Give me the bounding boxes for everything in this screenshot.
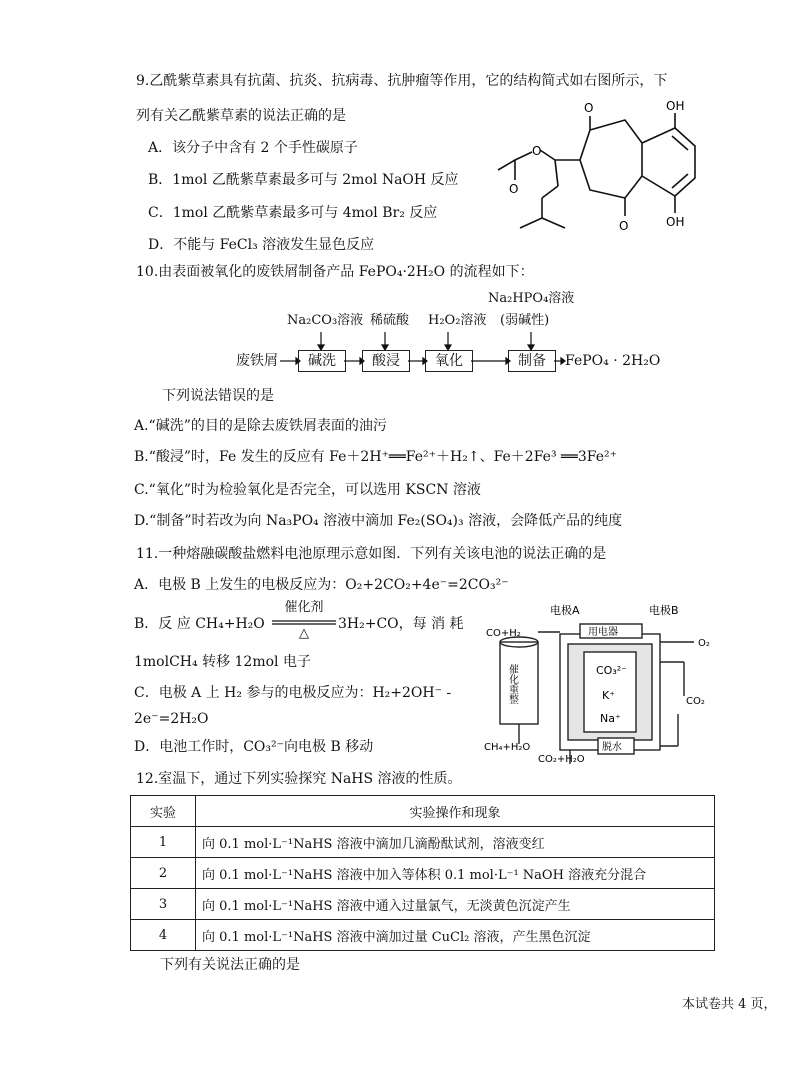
- electrode-b-label: 电极B: [649, 604, 679, 617]
- flow-step-acid-leach: 酸浸: [362, 350, 410, 372]
- ion-co3: CO₃²⁻: [596, 664, 627, 677]
- o-top: O: [584, 101, 594, 115]
- q11-option-c-line2: 2e⁻=2H₂O: [134, 711, 209, 727]
- flow-start: 废铁屑: [236, 353, 278, 369]
- header-operation: 实验操作和现象: [196, 796, 715, 827]
- q10-stem: 10.由表面被氧化的废铁屑制备产品 FePO₄·2H₂O 的流程如下：: [136, 264, 534, 280]
- page-footer: 本试卷共 4 页，: [682, 997, 777, 1012]
- reaction-arrow: [272, 619, 336, 625]
- ch4-h2o-label: CH₄+H₂O: [484, 742, 531, 753]
- catalyst-label: 催化剂: [284, 600, 324, 615]
- table-row: [131, 827, 715, 858]
- electrode-a-label: 电极A: [550, 604, 580, 617]
- oh-bottom: OH: [666, 215, 685, 229]
- q11-option-a: A．电极 B 上发生的电极反应为：O₂+2CO₂+4e⁻=2CO₃²⁻: [134, 577, 509, 593]
- q9-option-c: C．1mol 乙酰紫草素最多可与 4mol Br₂ 反应: [148, 205, 438, 221]
- q12-sub: 下列有关说法正确的是: [160, 957, 300, 973]
- co2-label: CO₂: [686, 696, 705, 707]
- q10-sub: 下列说法错误的是: [162, 388, 274, 404]
- q9-stem-line2: 列有关乙酰紫草素的说法正确的是: [136, 108, 346, 124]
- ion-k: K⁺: [602, 689, 616, 702]
- row-content: 向 0.1 mol·L⁻¹NaHS 溶液中滴加过量 CuCl₂ 溶液，产生黑色沉淀: [196, 920, 715, 951]
- table-row: [131, 889, 715, 920]
- q9-option-d: D．不能与 FeCl₃ 溶液发生显色反应: [148, 237, 375, 253]
- header-experiment: 实验: [131, 796, 196, 827]
- flow-step-prepare: 制备: [508, 350, 556, 372]
- q10-option-d: D.“制备”时若改为向 Na₃PO₄ 溶液中滴加 Fe₂(SO₄)₃ 溶液，会降低产品的纯度: [134, 513, 623, 529]
- row-index: 3: [131, 889, 196, 920]
- table-row: [131, 858, 715, 889]
- dehydrate-label: 脱水: [602, 742, 622, 753]
- q11-option-d: D．电池工作时，CO₃²⁻向电极 B 移动: [134, 739, 374, 755]
- row-content: 向 0.1 mol·L⁻¹NaHS 溶液中滴加几滴酚酞试剂，溶液变红: [196, 827, 715, 858]
- q9-option-a: A．该分子中含有 2 个手性碳原子: [148, 140, 358, 156]
- o2-label: O₂: [698, 638, 710, 649]
- q11-option-b-pre: B．反 应 CH₄+H₂O: [134, 616, 265, 632]
- ion-na: Na⁺: [600, 712, 621, 725]
- q12-stem: 12.室温下，通过下列实验探究 NaHS 溶液的性质。: [136, 771, 462, 787]
- o-carbonyl: O: [509, 182, 519, 196]
- table-row: [131, 920, 715, 951]
- flow-step-alkali-wash: 碱洗: [298, 350, 346, 372]
- row-content: 向 0.1 mol·L⁻¹NaHS 溶液中加入等体积 0.1 mol·L⁻¹ NaOH 溶液充分混合: [196, 858, 715, 889]
- o-bottom: O: [619, 219, 629, 233]
- flow-product: FePO₄ · 2H₂O: [565, 353, 661, 369]
- q9-option-b: B．1mol 乙酰紫草素最多可与 2mol NaOH 反应: [148, 172, 459, 188]
- fuel-cell-diagram: [484, 604, 720, 766]
- q10-option-b: B.“酸浸”时，Fe 发生的反应有 Fe＋2H⁺══Fe²⁺＋H₂↑、Fe＋2Fe³ ══3Fe²⁺: [134, 449, 618, 465]
- load-label: 用电器: [588, 627, 618, 638]
- q10-option-c: C.“氧化”时为检验氧化是否完全，可以选用 KSCN 溶液: [134, 482, 481, 498]
- o-ester: O: [532, 144, 542, 158]
- row-index: 4: [131, 920, 196, 951]
- q9-stem-line1: 9.乙酰紫草素具有抗菌、抗炎、抗病毒、抗肿瘤等作用，它的结构简式如右图所示，下: [136, 73, 668, 89]
- q10-option-a: A.“碱洗”的目的是除去废铁屑表面的油污: [134, 418, 387, 434]
- reagent-h2o2: H₂O₂溶液: [428, 313, 487, 328]
- reagent-na2hpo4: Na₂HPO₄溶液: [488, 291, 575, 306]
- heat-symbol: △: [299, 626, 309, 641]
- reagent-na2co3: Na₂CO₃溶液: [287, 313, 364, 328]
- reagent-h2so4: 稀硫酸: [370, 313, 410, 328]
- q11-option-b-line2: 1molCH₄ 转移 12mol 电子: [134, 654, 311, 670]
- co-h2-label: CO+H₂: [486, 628, 521, 639]
- row-content: 向 0.1 mol·L⁻¹NaHS 溶液中通入过量氯气，无淡黄色沉淀产生: [196, 889, 715, 920]
- reformer-label: 催化重整: [506, 664, 518, 704]
- flow-step-oxidize: 氧化: [425, 350, 473, 372]
- flow-arrows: [0, 0, 794, 400]
- oh-top: OH: [666, 99, 685, 113]
- q11-option-b-post: 3H₂+CO，每 消 耗: [338, 616, 464, 632]
- experiment-table: [130, 795, 715, 951]
- reagent-weak-base: (弱碱性): [500, 313, 550, 328]
- row-index: 1: [131, 827, 196, 858]
- q11-stem: 11.一种熔融碳酸盐燃料电池原理示意如图．下列有关该电池的说法正确的是: [136, 546, 607, 562]
- co2-h2o-label: CO₂+H₂O: [538, 754, 585, 765]
- row-index: 2: [131, 858, 196, 889]
- q11-option-c-line1: C．电极 A 上 H₂ 参与的电极反应为：H₂+2OH⁻ -: [134, 685, 452, 701]
